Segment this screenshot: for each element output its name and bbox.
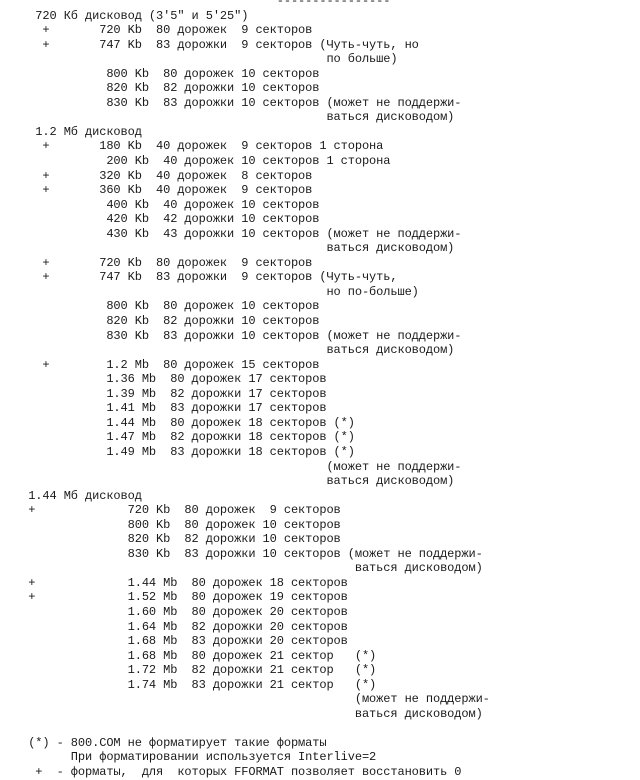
document-line: 1.44 Mb 80 дорожек 18 секторов (*) <box>14 415 355 430</box>
document-line: ваться дисководом) <box>14 110 455 125</box>
document-line: 430 Kb 43 дорожки 10 секторов (может не поддержи- <box>14 226 462 241</box>
document-line: 1.60 Mb 80 дорожек 20 секторов <box>14 604 348 619</box>
document-line: 200 Kb 40 дорожек 10 секторов 1 сторона <box>14 154 391 169</box>
document-line: 1.36 Mb 80 дорожек 17 секторов <box>14 372 327 387</box>
document-line: 1.2 Мб дисковод <box>14 124 142 139</box>
document-line: (может не поддержи- <box>14 459 462 474</box>
document-line: + 180 Kb 40 дорожек 9 секторов 1 сторона <box>14 139 384 154</box>
document-line: ваться дисководом) <box>14 561 483 576</box>
document-line: + 720 Kb 80 дорожек 9 секторов <box>14 23 313 38</box>
document-line: ваться дисководом) <box>14 343 455 358</box>
document-line: + 1.44 Mb 80 дорожек 18 секторов <box>14 575 348 590</box>
document-text <box>14 0 490 780</box>
document-line: + 747 Kb 83 дорожки 9 секторов (Чуть-чуть, <box>14 270 398 285</box>
document-line: по больше) <box>14 52 398 67</box>
document-line: 1.44 Мб дисковод <box>14 488 142 503</box>
document-line: При форматировании используется Interlive=2 <box>14 750 377 765</box>
document-line: ---------------- <box>14 0 391 8</box>
document-line: 820 Kb 82 дорожки 10 секторов <box>14 532 341 547</box>
document-line: 1.68 Mb 83 дорожки 20 секторов <box>14 634 348 649</box>
document-line: 420 Kb 42 дорожки 10 секторов <box>14 212 320 227</box>
document-line: + 1.52 Mb 80 дорожек 19 секторов <box>14 590 348 605</box>
document-line: 1.72 Mb 82 дорожки 21 сектор (*) <box>14 663 377 678</box>
document-line: 820 Kb 82 дорожки 10 секторов <box>14 81 320 96</box>
document-line: ваться дисководом) <box>14 241 455 256</box>
document-line: ваться дисководом) <box>14 474 455 489</box>
document-line: + - форматы, для которых FFORMAT позволяет восстановить 0 <box>14 764 462 779</box>
document-line: 820 Kb 82 дорожки 10 секторов <box>14 314 320 329</box>
document-line: 830 Kb 83 дорожки 10 секторов (может не поддержи- <box>14 328 462 343</box>
document-line: 830 Kb 83 дорожки 10 секторов (может не поддержи- <box>14 546 483 561</box>
document-line: 1.49 Mb 83 дорожки 18 секторов (*) <box>14 444 355 459</box>
document-line: ваться дисководом) <box>14 706 483 721</box>
document-line: 1.47 Mb 82 дорожки 18 секторов (*) <box>14 430 355 445</box>
document-line: (может не поддержи- <box>14 692 490 707</box>
document-line: 1.39 Mb 82 дорожки 17 секторов <box>14 386 327 401</box>
document-line: 400 Kb 40 дорожек 10 секторов <box>14 197 320 212</box>
document-line: 830 Kb 83 дорожки 10 секторов (может не поддержи- <box>14 95 462 110</box>
document-line: + 747 Kb 83 дорожки 9 секторов (Чуть-чуть, но <box>14 37 419 52</box>
document-line: 800 Kb 80 дорожек 10 секторов <box>14 66 320 81</box>
document-line: (*) - 800.COM не форматирует такие форматы <box>14 735 327 750</box>
document-line: 800 Kb 80 дорожек 10 секторов <box>14 299 320 314</box>
document-line: + 1.2 Mb 80 дорожек 15 секторов <box>14 357 320 372</box>
document-line: но по-больше) <box>14 284 419 299</box>
document-line: 1.68 Mb 80 дорожек 21 сектор (*) <box>14 648 377 663</box>
document-line: 720 Кб дисковод (3'5" и 5'25") <box>14 8 249 23</box>
document-line: 1.41 Mb 83 дорожки 17 секторов <box>14 401 327 416</box>
document-line: 1.64 Mb 82 дорожки 20 секторов <box>14 619 348 634</box>
document-line: 800 Kb 80 дорожек 10 секторов <box>14 517 341 532</box>
document-line: + 360 Kb 40 дорожек 9 секторов <box>14 183 313 198</box>
document-line: 1.74 Mb 83 дорожки 21 сектор (*) <box>14 677 377 692</box>
document-line <box>14 721 490 736</box>
document-line: + 720 Kb 80 дорожек 9 секторов <box>14 255 313 270</box>
document-line: + 720 Kb 80 дорожек 9 секторов <box>14 503 341 518</box>
document-line: + 320 Kb 40 дорожек 8 секторов <box>14 168 313 183</box>
